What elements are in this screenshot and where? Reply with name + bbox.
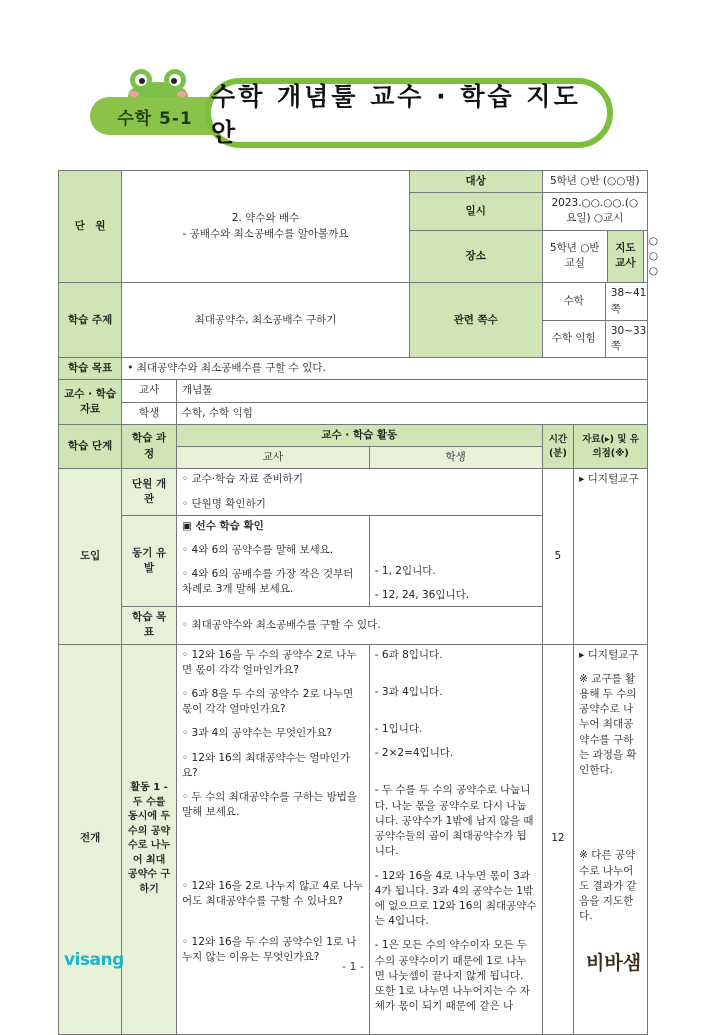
unit-line-2: - 공배수와 최소공배수를 알아볼까요 [182, 227, 349, 240]
unit-open-items [176, 469, 542, 515]
unit-open-item: ◦ 교수·학습 자료 준비하기 [181, 473, 303, 486]
develop-teacher-q1: ◦ 12와 16을 두 수의 공약수 2로 나누면 몫이 각각 얼마인가요? [181, 648, 357, 676]
develop-teacher-q4: ◦ 12와 16의 최대공약수는 얼마인가요? [181, 751, 350, 779]
col-time: 시간 (분) [542, 424, 574, 468]
topic-label: 학습 주제 [59, 283, 122, 358]
topic-value: 최대공약수, 최소공배수 구하기 [122, 283, 410, 358]
page-title: 수학 개념툴 교수 · 학습 지도안 [205, 78, 613, 148]
teacher-label: 지도 교사 [607, 231, 643, 283]
lesson-plan-table [58, 170, 659, 1035]
motive-teacher-2: ◦ 4와 6의 공배수를 가장 작은 것부터 차례로 3개 말해 보세요. [181, 568, 354, 596]
pages-label: 관련 쪽수 [409, 283, 542, 358]
develop-note-1: ※ 교구를 활용해 두 수의 공약수로 나누어 최대공약수를 구하는 과정을 확인한다. [579, 672, 637, 777]
materials-label: 교수 · 학습 자료 [59, 380, 122, 424]
page-number: - 1 - [342, 960, 364, 973]
col-teacher: 교사 [176, 447, 369, 469]
unit-value [122, 171, 410, 283]
goal-value: • 최대공약수와 최소공배수를 구할 수 있다. [122, 358, 648, 380]
intro-goal-label: 학습 목표 [122, 607, 177, 644]
unit-line-1: 2. 약수와 배수 [231, 212, 300, 225]
develop-material-1: ▸ 디지털교구 [579, 648, 639, 661]
motive-label: 동기 유발 [122, 515, 177, 606]
intro-stage: 도입 [59, 469, 122, 644]
page-header [0, 0, 706, 170]
develop-teacher-q5: ◦ 두 수의 최대공약수를 구하는 방법을 말해 보세요. [181, 791, 358, 819]
motive-student [369, 515, 542, 606]
teacher-material: 개념툴 [176, 380, 647, 402]
intro-time: 5 [542, 469, 574, 644]
develop-materials [574, 644, 648, 1034]
date-value: 2023.○○.○○.(○요일) ○교시 [542, 193, 647, 230]
develop-teacher-q3: ◦ 3과 4의 공약수는 무엇인가요? [181, 727, 333, 740]
target-label: 대상 [409, 171, 542, 193]
motive-heading: ▣ 선수 학습 확인 [181, 519, 264, 532]
develop-teacher-q2: ◦ 6과 8을 두 수의 공약수 2로 나누면 몫이 각각 얼마인가요? [181, 688, 354, 716]
col-process: 학습 과정 [122, 424, 177, 468]
teacher-role: 교사 [122, 380, 177, 402]
develop-note-2: ※ 다른 공약수로 나누어도 결과가 같음을 지도한다. [579, 849, 637, 923]
develop-student-q3: - 1입니다. [374, 723, 423, 736]
develop-student-q5: - 두 수를 두 수의 공약수로 나눕니다. 나눈 몫을 공약수로 다시 나눕니다. 공약수가 1밖에 남지 않을 때 공약수들의 곱이 최대공약수가 됩니다. [374, 784, 534, 858]
book-2: 수학 익힘 [543, 321, 606, 357]
motive-teacher-1: ◦ 4와 6의 공약수를 말해 보세요. [181, 543, 334, 556]
unit-open-item: ◦ 단원명 확인하기 [181, 497, 266, 510]
col-activity: 교수 · 학습 활동 [176, 424, 542, 446]
visang-logo: visang [64, 950, 124, 970]
place-label: 장소 [409, 230, 542, 283]
date-label: 일시 [409, 193, 542, 230]
info-row-target [59, 171, 648, 193]
place-value: 5학년 ○반 교실 [543, 231, 608, 283]
develop-student [369, 644, 542, 1034]
intro-goal-text: ◦ 최대공약수와 최소공배수를 구할 수 있다. [176, 607, 542, 644]
motive-student-1: - 1, 2입니다. [374, 564, 436, 577]
develop-teacher-q6: ◦ 12와 16을 2로 나누지 않고 4로 나누어도 최대공약수를 구할 수 있나요? [181, 879, 364, 907]
target-value: 5학년 ○반 (○○명) [542, 171, 647, 193]
develop-student-q6: - 12와 16을 4로 나누면 몫이 3과 4가 됩니다. 3과 4의 공약수는 1밖에 없으므로 12와 16의 최대공약수는 4입니다. [374, 869, 537, 928]
develop-student-q2: - 3과 4입니다. [374, 685, 443, 698]
motive-teacher [176, 515, 369, 606]
develop-student-q4: - 2×2=4입니다. [374, 747, 454, 760]
col-materials: 자료(▸) 및 유의점(※) [574, 424, 648, 468]
col-student: 학생 [369, 447, 542, 469]
student-material: 수학, 수학 익힘 [176, 402, 647, 424]
teacher-value: ○ ○ ○ [648, 234, 659, 278]
book-1: 수학 [543, 283, 606, 319]
develop-student-q7: - 1은 모든 수의 약수이자 모든 두 수의 공약수이기 때문에 1로 나누면 나눗셈이 끝나지 않게 됩니다. 또한 1로 나누면 나누어지는 수 자체가 몫이 되기 때문에 같은 나 [374, 939, 531, 1013]
develop-teacher-q7: ◦ 12와 16을 두 수의 공약수인 1로 나누지 않는 이유는 무엇인가요? [181, 936, 357, 964]
subject-tag: 수학 5-1 [90, 97, 220, 135]
student-role: 학생 [122, 402, 177, 424]
book-2-pages: 30~33쪽 [610, 324, 647, 352]
intro-material: ▸ 디지털교구 [574, 469, 648, 644]
develop-row [59, 644, 648, 1034]
book-1-pages: 38~41쪽 [610, 287, 647, 315]
goal-label: 학습 목표 [59, 358, 122, 380]
develop-student-q1: - 6과 8입니다. [374, 648, 443, 661]
info-row-materials-student [59, 402, 648, 424]
info-row-materials-teacher [59, 380, 648, 402]
column-header-row-1 [59, 424, 648, 446]
info-row-topic [59, 283, 648, 320]
develop-time: 12 [542, 644, 574, 1034]
unit-label: 단 원 [59, 171, 122, 283]
activity-1-label: 활동 1 - 두 수를 동시에 두 수의 공약수로 나누어 최대 공약수 구하기 [122, 644, 177, 1034]
unit-open-label: 단원 개관 [122, 469, 177, 515]
intro-row-unit-open [59, 469, 648, 515]
vivasam-logo: 비바샘 [586, 952, 642, 974]
motive-student-2: - 12, 24, 36입니다. [374, 588, 470, 601]
develop-teacher [176, 644, 369, 1034]
develop-stage: 전개 [59, 644, 122, 1034]
info-row-goal [59, 358, 648, 380]
col-stage: 학습 단계 [59, 424, 122, 468]
